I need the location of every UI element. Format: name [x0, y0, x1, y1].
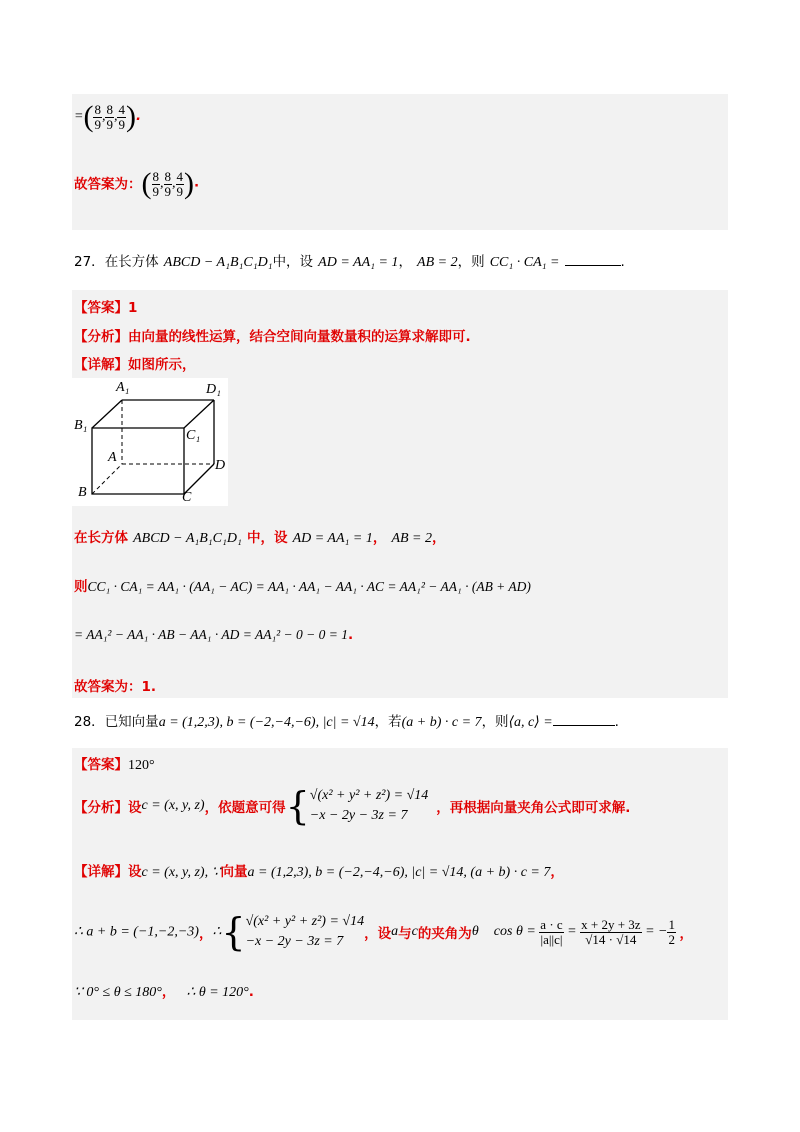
q26-final-answer: 故答案为：( $\frac{8}{9}$ , $\frac{8}{9}$ , $\frac{4}{9}$ ).: [74, 167, 200, 200]
fraction: [117, 103, 126, 132]
period: .: [194, 174, 200, 191]
question-number: 28．: [74, 714, 105, 730]
condition: AD = AA₁ = 1: [318, 255, 399, 270]
edge: [184, 400, 214, 428]
cuboid-diagram: [72, 378, 228, 506]
equation-system: [310, 786, 429, 826]
question-text: 在长方体: [104, 254, 159, 270]
numerator: 1: [668, 916, 675, 932]
answer-blank: [565, 253, 621, 266]
therefore-symbol: ∴: [212, 924, 222, 940]
vertex-label: A: [108, 450, 117, 465]
equals-sign: =: [74, 109, 84, 125]
detail-text: 的夹角为: [417, 926, 472, 942]
condition: AD = AA₁ = 1: [292, 531, 373, 546]
vector-derivation: = AA₁² − AA₁ · AB − AA₁ · AD = AA₁² − 0 − 0 = 1: [74, 627, 349, 642]
analysis-text: ，依题意可得: [204, 800, 286, 816]
denominator: 9: [118, 116, 125, 132]
analysis-label: 【分析】设: [74, 800, 142, 816]
vector-c: c = (x, y, z), ∵: [141, 865, 221, 880]
detail-text: 与: [398, 926, 412, 942]
condition: (a + b) · c = 7: [401, 715, 482, 730]
denominator: 9: [164, 183, 171, 199]
question-text: ，若: [374, 714, 402, 730]
detail-text: 则: [74, 579, 88, 595]
answer-line-28: [74, 753, 155, 774]
answer-label: 【答案】: [74, 757, 128, 773]
numerator: 8: [94, 101, 101, 117]
equation: −x − 2y − 3z = 7: [245, 934, 344, 949]
detail-line-28-3: [74, 980, 254, 1001]
numerator: 8: [152, 168, 159, 184]
final-answer-label: 故答案为：: [74, 176, 142, 193]
detail-line-28-2: ∴ a + b = (−1,−2,−3)，∴{ √(x² + y² + z²) = √14 −x − 2y − 3z = 7 ，设a与c的夹角为θ cos θ = $\frac{a \cdot c}{|a||c|}$ = $\frac{x + 2y + 3z}{√14 \cdot √14}$ = − $\frac{1}{2}$ ，: [74, 910, 693, 954]
analysis-text: ，再根据向量夹角公式即可求解.: [436, 800, 631, 816]
numerator: 4: [176, 168, 183, 184]
question-text: 已知向量: [104, 714, 159, 730]
detail-text: ，设: [364, 926, 392, 942]
numerator: 4: [118, 101, 125, 117]
analysis-line: [74, 325, 471, 345]
question-28: [74, 710, 619, 731]
angle-expression: ⟨a, c⟩ =: [508, 715, 553, 730]
q26-result-line: =( $\frac{8}{9}$ , $\frac{8}{9}$ , $\frac{4}{9}$ ).: [74, 100, 142, 133]
solution-panel-26: [72, 94, 728, 230]
denominator: |a||c|: [540, 931, 563, 947]
angle-theta: θ: [471, 924, 479, 939]
vertex-label: B: [78, 485, 87, 500]
solid-name: ABCD − A₁B₁C₁D₁: [163, 255, 273, 270]
detail-text: 在长方体: [74, 530, 128, 546]
detail-line-1: 在长方体 ABCD − A₁B₁C₁D₁ 中，设 AD = AA₁ = 1， AB = 2，: [74, 530, 446, 546]
comma: ，: [398, 254, 412, 270]
detail-line-3: = AA₁² − AA₁ · AB − AA₁ · AD = AA₁² − 0 − 0 = 1.: [74, 627, 354, 643]
period: .: [614, 714, 619, 730]
condition: AB = 2: [391, 531, 432, 546]
detail-text: 中，设: [246, 530, 288, 546]
period: .: [135, 108, 142, 125]
vector-definitions: a = (1,2,3), b = (−2,−4,−6), |c| = √14, (a + b) · c = 7: [247, 865, 551, 880]
solid-name: ABCD − A₁B₁C₁D₁: [133, 531, 242, 546]
dot-product-expression: CC₁ · CA₁ =: [489, 255, 560, 270]
cosine-left: cos θ =: [493, 924, 536, 940]
vertex-label: C₁: [186, 428, 201, 443]
cosine-formula: cos θ = $\frac{a \cdot c}{|a||c|}$ = $\frac{x + 2y + 3z}{√14 \cdot √14}$ = − $\frac{1}{2}$: [493, 916, 675, 947]
vector-sum: ∴ a + b = (−1,−2,−3): [74, 924, 199, 940]
answer-blank: [553, 713, 615, 726]
vector-definitions: a = (1,2,3), b = (−2,−4,−6), |c| = √14: [158, 715, 375, 730]
numerator: a · c: [540, 916, 563, 932]
analysis-text: 由向量的线性运算，结合空间向量数量积的运算求解即可.: [128, 329, 471, 345]
denominator: 2: [668, 931, 675, 947]
question-text: ，则: [481, 714, 509, 730]
detail-line-2: [74, 575, 531, 595]
question-text: ，则: [457, 254, 485, 270]
vertex-label: D: [215, 458, 226, 473]
detail-label: 【详解】设: [74, 864, 142, 880]
equation-system: [246, 912, 365, 952]
numerator: 8: [164, 168, 171, 184]
vector-a: a: [391, 924, 399, 939]
detail-text: 向量: [220, 864, 248, 880]
vertex-label: D₁: [206, 382, 221, 397]
comma: ，: [550, 864, 564, 880]
hidden-edge: [92, 464, 122, 494]
vector-c: c: [411, 924, 418, 939]
question-number: 27．: [74, 254, 105, 270]
answer-value: 120°: [128, 758, 155, 773]
vertex-label: C: [182, 490, 192, 505]
detail-text: 如图所示，: [128, 357, 196, 373]
analysis-label: 【分析】: [74, 329, 128, 345]
numerator: x + 2y + 3z: [581, 916, 641, 932]
question-text: 中，设: [272, 254, 314, 270]
condition: AB = 2: [417, 255, 458, 270]
detail-line: [74, 353, 196, 373]
edge: [92, 400, 122, 428]
period: .: [620, 254, 625, 270]
cuboid-figure: [72, 378, 228, 506]
detail-line-28-1: [74, 860, 564, 881]
equation: √(x² + y² + z²) = √14: [245, 914, 365, 929]
denominator: 9: [94, 116, 101, 132]
comma: ，: [679, 926, 693, 942]
comma: ，: [161, 984, 176, 1000]
vertex-label: B₁: [74, 418, 88, 433]
detail-label: 【详解】: [74, 357, 128, 373]
vector-derivation: CC₁ · CA₁ = AA₁ · (AA₁ − AC) = AA₁ · AA₁ − AA₁ · AC = AA₁² − AA₁ · (AB + AD): [87, 579, 531, 594]
comma: ，: [198, 926, 213, 942]
analysis-line-28: 【分析】设c = (x, y, z)，依题意可得{ √(x² + y² + z²) = √14 −x − 2y − 3z = 7 ，再根据向量夹角公式即可求解.: [74, 784, 631, 828]
numerator: 8: [106, 101, 113, 117]
equation: −x − 2y − 3z = 7: [309, 808, 408, 823]
period: .: [248, 984, 254, 1000]
final-answer-27: 故答案为：1.: [74, 679, 157, 695]
denominator: 9: [152, 183, 159, 199]
angle-range: ∵ 0° ≤ θ ≤ 180°: [74, 985, 162, 1000]
denominator: 9: [176, 183, 183, 199]
equation: √(x² + y² + z²) = √14: [309, 788, 429, 803]
front-face: [92, 428, 184, 494]
denominator: 9: [106, 116, 113, 132]
vector-c: c = (x, y, z): [141, 798, 205, 813]
vertex-label: A₁: [116, 380, 130, 395]
denominator: √14 · √14: [585, 931, 637, 947]
question-27: [74, 250, 625, 271]
fraction: [105, 103, 114, 132]
fraction: [93, 103, 102, 132]
answer-line: 【答案】1: [74, 300, 138, 316]
angle-result: ∴ θ = 120°: [186, 985, 249, 1000]
